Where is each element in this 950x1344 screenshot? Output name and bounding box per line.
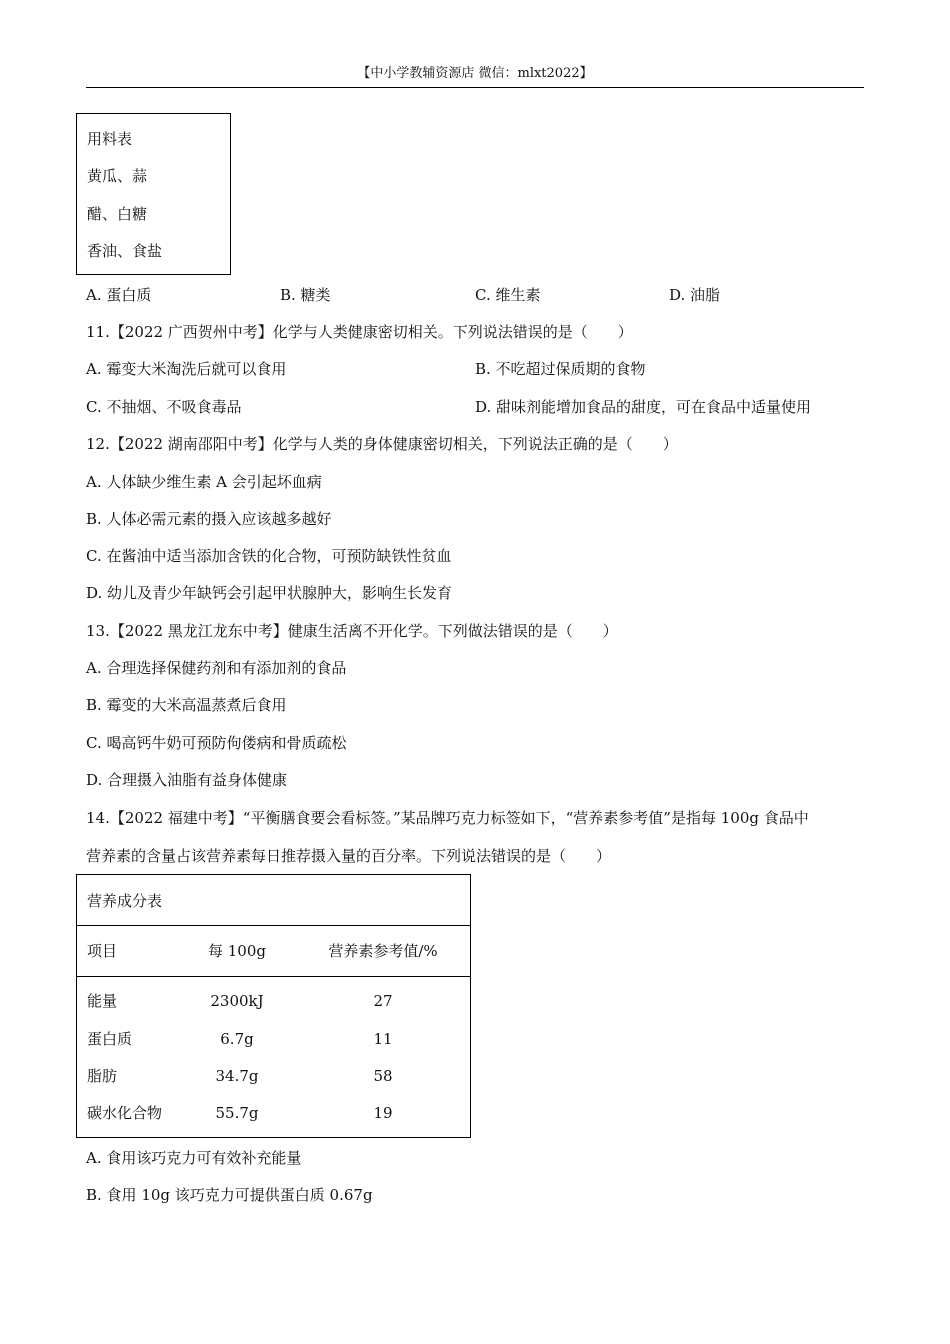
ingredients-table — [76, 113, 231, 275]
q10-option-c: C. 维生素 — [475, 286, 541, 304]
nutrition-row-name: 碳水化合物 — [87, 1104, 163, 1122]
q12-option-a: A. 人体缺少维生素 A 会引起坏血病 — [86, 473, 322, 491]
q14-option-a: A. 食用该巧克力可有效补充能量 — [86, 1149, 302, 1167]
ingredients-row: 香油、食盐 — [87, 242, 163, 260]
q13-stem: 13.【2022 黑龙江龙东中考】健康生活离不开化学。下列做法错误的是（ ） — [86, 622, 618, 640]
q13-option-d: D. 合理摄入油脂有益身体健康 — [86, 771, 288, 789]
nutrition-table-title: 营养成分表 — [87, 892, 163, 910]
q11-option-a: A. 霉变大米淘洗后就可以食用 — [86, 360, 287, 378]
nutrition-row-name: 能量 — [87, 992, 118, 1010]
ingredients-title: 用料表 — [87, 130, 133, 148]
nutrition-row-nrv: 11 — [373, 1030, 393, 1048]
ingredients-row: 黄瓜、蒜 — [87, 167, 148, 185]
nutrition-row-nrv: 58 — [373, 1067, 393, 1085]
table-divider — [77, 976, 470, 977]
nutrition-table — [76, 874, 471, 1138]
nutrition-header-nrv: 营养素参考值/% — [328, 942, 438, 960]
q10-option-d: D. 油脂 — [669, 286, 721, 304]
q11-option-c: C. 不抽烟、不吸食毒品 — [86, 398, 242, 416]
q10-option-a: A. 蛋白质 — [86, 286, 152, 304]
q12-option-c: C. 在酱油中适当添加含铁的化合物，可预防缺铁性贫血 — [86, 547, 452, 565]
nutrition-row-nrv: 19 — [373, 1104, 393, 1122]
nutrition-row-amount: 6.7g — [220, 1030, 254, 1048]
q12-stem: 12.【2022 湖南邵阳中考】化学与人类的身体健康密切相关，下列说法正确的是（ ） — [86, 435, 678, 453]
nutrition-row-name: 蛋白质 — [87, 1030, 133, 1048]
nutrition-row-name: 脂肪 — [87, 1067, 118, 1085]
q10-option-b: B. 糖类 — [280, 286, 331, 304]
q14-option-b: B. 食用 10g 该巧克力可提供蛋白质 0.67g — [86, 1186, 373, 1204]
q13-option-c: C. 喝高钙牛奶可预防佝偻病和骨质疏松 — [86, 734, 347, 752]
q13-option-b: B. 霉变的大米高温蒸煮后食用 — [86, 696, 287, 714]
q11-stem: 11.【2022 广西贺州中考】化学与人类健康密切相关。下列说法错误的是（ ） — [86, 323, 633, 341]
page-header: 【中小学教辅资源店 微信：mlxt2022】 — [86, 64, 864, 88]
table-divider — [77, 925, 470, 926]
nutrition-header-item: 项目 — [87, 942, 118, 960]
nutrition-header-per100g: 每 100g — [207, 942, 266, 960]
nutrition-row-nrv: 27 — [373, 992, 393, 1010]
nutrition-row-amount: 55.7g — [215, 1104, 259, 1122]
ingredients-row: 醋、白糖 — [87, 205, 148, 223]
q14-stem-line2: 营养素的含量占该营养素每日推荐摄入量的百分率。下列说法错误的是（ ） — [86, 847, 612, 865]
q14-stem-line1: 14.【2022 福建中考】“平衡膳食要会看标签。”某品牌巧克力标签如下，“营养素参考值”是指每 100g 食品中 — [86, 809, 809, 827]
q13-option-a: A. 合理选择保健药剂和有添加剂的食品 — [86, 659, 347, 677]
q11-option-d: D. 甜味剂能增加食品的甜度，可在食品中适量使用 — [475, 398, 812, 416]
nutrition-row-amount: 2300kJ — [210, 992, 264, 1010]
nutrition-row-amount: 34.7g — [215, 1067, 259, 1085]
q12-option-b: B. 人体必需元素的摄入应该越多越好 — [86, 510, 332, 528]
q12-option-d: D. 幼儿及青少年缺钙会引起甲状腺肿大，影响生长发育 — [86, 584, 453, 602]
q11-option-b: B. 不吃超过保质期的食物 — [475, 360, 646, 378]
